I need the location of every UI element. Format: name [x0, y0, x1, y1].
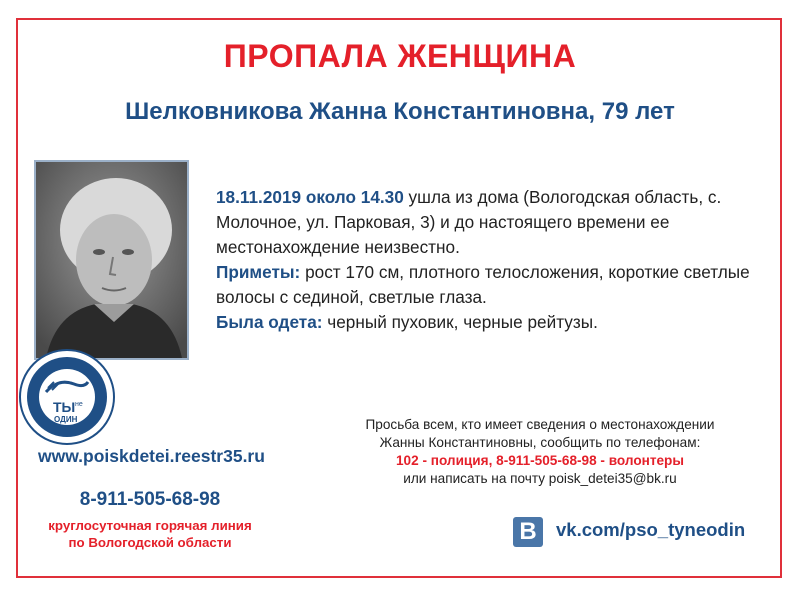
hotline-caption-line-1: круглосуточная горячая линия — [48, 518, 252, 533]
logo-text-ty: ТЫ — [53, 399, 76, 415]
incident-date: 18.11.2019 около 14.30 — [216, 187, 404, 207]
request-email[interactable]: или написать на почту poisk_detei35@bk.ru — [403, 471, 677, 486]
incident-text: ушла из дома (Вологодская область, с. Молочное, ул. Парковая, 3) и до настоящего времени ее местонахождение неизвестно. — [216, 187, 722, 257]
features-text: рост 170 см, плотного телосложения, короткие светлые волосы с сединой, светлые глаза. — [216, 262, 750, 307]
missing-person-photo — [34, 160, 189, 360]
website-link[interactable]: www.poiskdetei.reestr35.ru — [38, 446, 265, 466]
logo-text-odin: ОДИН — [54, 415, 78, 424]
request-line-2: Жанны Константиновны, сообщить по телефонам: — [379, 435, 701, 450]
vk-icon[interactable]: B — [513, 517, 543, 547]
hotline-phone[interactable]: 8-911-505-68-98 — [79, 489, 221, 510]
hotline-caption — [0, 517, 300, 551]
vk-link[interactable]: vk.com/pso_tyneodin — [556, 519, 746, 540]
request-phones: 102 - полиция, 8-911-505-68-98 - волонтеры — [396, 453, 684, 468]
incident-description — [216, 185, 776, 335]
ty-ne-odin-logo — [18, 348, 116, 446]
missing-person-name: Шелковникова Жанна Константиновна, 79 лет — [125, 98, 675, 125]
clothes-label: Была одета: — [216, 312, 323, 332]
request-line-1: Просьба всем, кто имеет сведения о местонахождении — [365, 417, 715, 432]
logo-text-ne: не — [75, 401, 83, 408]
clothes-text: черный пуховик, черные рейтузы. — [322, 312, 598, 332]
hotline-caption-line-2: по Вологодской области — [68, 535, 232, 550]
features-label: Приметы: — [216, 262, 301, 282]
poster-title: ПРОПАЛА ЖЕНЩИНА — [223, 38, 577, 74]
request-text — [335, 416, 745, 488]
